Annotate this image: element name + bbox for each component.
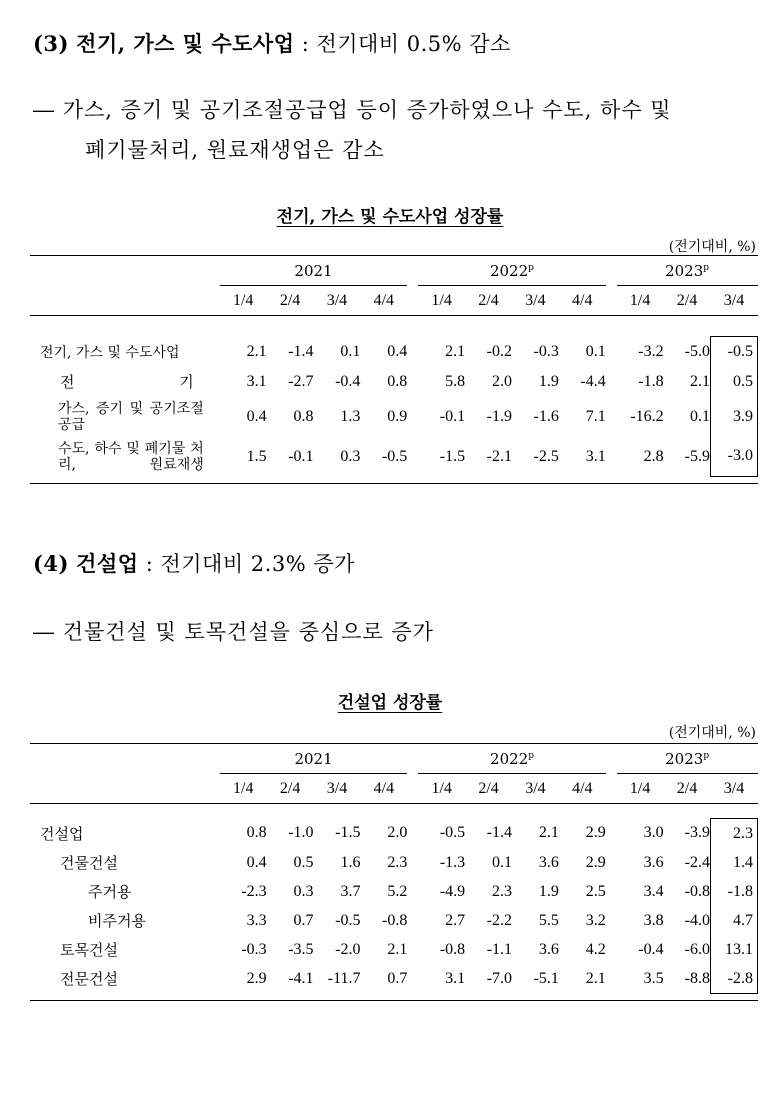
table-cell: 7.1 (585, 407, 606, 425)
table-cell: -0.1 (288, 447, 314, 465)
table-cell: -5.1 (533, 969, 559, 987)
quarter-header: 3/4 (710, 774, 757, 804)
table-row (30, 848, 758, 877)
table-cell: 2.1 (585, 969, 606, 987)
row-label: 비주거용 (88, 912, 146, 930)
section3-title: 전기, 가스 및 수도사업 (76, 31, 295, 56)
table-cell: -4.4 (580, 372, 606, 390)
table-cell: -2.2 (486, 911, 513, 929)
section3-table-title-text: 전기, 가스 및 수도사업 성장률 (276, 207, 504, 227)
quarter-header: 2/4 (267, 286, 314, 316)
table-cell: 0.7 (387, 969, 408, 987)
row-label: 수도, 하수 및 폐기물 처리, 원료재생 (58, 440, 204, 473)
table-cell: 0.5 (710, 367, 757, 397)
table-cell: 2.1 (538, 824, 559, 842)
table-cell: -1.6 (533, 407, 559, 425)
section4-number: (4) (33, 551, 69, 576)
quarter-header: 1/4 (220, 286, 267, 316)
table-cell: -16.2 (630, 407, 664, 425)
table-cell: -0.5 (439, 824, 466, 842)
table-cell: -1.0 (288, 824, 314, 842)
table-cell: 3.6 (643, 853, 664, 871)
quarter-header: 2/4 (664, 286, 711, 316)
table-cell: 2.7 (445, 911, 466, 929)
table-year-row (30, 256, 758, 286)
quarter-header: 1/4 (617, 286, 664, 316)
year-header: 2022$^p$ (418, 256, 606, 286)
row-label: 전기, 가스 및 수도사업 (40, 344, 180, 361)
table-row (30, 337, 758, 367)
table-cell: 2.1 (445, 342, 466, 360)
table-cell: -2.0 (335, 940, 361, 958)
table-cell: -5.0 (684, 342, 710, 360)
table-cell: -3.2 (638, 342, 664, 360)
table-cell: -4.9 (439, 882, 466, 900)
section4-table (30, 743, 758, 1001)
section3-unit: (전기대비, %) (668, 239, 756, 255)
table-cell: -8.8 (684, 969, 710, 987)
table-cell: 2.0 (387, 824, 408, 842)
table-cell: 0.3 (293, 882, 314, 900)
section3-colon: : (301, 32, 310, 56)
section4-bullet-line1: 건물건설 및 토목건설을 중심으로 증가 (62, 620, 434, 644)
table-cell: -1.1 (486, 940, 513, 958)
row-label: 전 기 (60, 373, 202, 391)
table-cell: -0.2 (486, 342, 512, 360)
year-header: 2021 (220, 256, 407, 286)
table-cell: -4.1 (288, 969, 314, 987)
quarter-header: 3/4 (314, 286, 361, 316)
table-cell: -1.4 (486, 824, 513, 842)
row-label: 건설업 (40, 824, 84, 843)
table-cell: 0.8 (246, 824, 267, 842)
table-cell: 3.5 (643, 969, 664, 987)
table-cell: 2.9 (585, 824, 606, 842)
quarter-header: 3/4 (314, 774, 361, 804)
table-cell: 2.1 (387, 940, 408, 958)
table-row (30, 964, 758, 994)
table-cell: -1.9 (486, 407, 512, 425)
table-cell: -1.8 (710, 877, 757, 906)
table-cell: -2.8 (710, 964, 757, 994)
table-cell: 2.9 (585, 853, 606, 871)
table-cell: -1.4 (288, 342, 314, 360)
table-cell: 1.9 (538, 882, 559, 900)
table-cell: -5.9 (684, 447, 710, 465)
table-cell: 2.1 (246, 342, 267, 360)
year-header: 2023$^p$ (617, 256, 758, 286)
table-cell: 3.4 (643, 882, 664, 900)
table-cell: -0.3 (241, 940, 267, 958)
table-cell: 0.7 (293, 911, 314, 929)
year-header: 2021 (220, 744, 408, 774)
year-header: 2023$^p$ (617, 744, 758, 774)
table-cell: -3.9 (684, 824, 710, 842)
table-row (30, 935, 758, 964)
table-cell: -0.8 (439, 940, 466, 958)
table-cell: -0.1 (439, 407, 466, 425)
table-cell: -0.3 (533, 342, 559, 360)
table-cell: 4.7 (710, 906, 757, 935)
table-cell: 0.8 (387, 372, 408, 390)
quarter-header: 3/4 (710, 286, 757, 316)
table-cell: 5.8 (445, 372, 466, 390)
section4-unit: (전기대비, %) (668, 725, 756, 741)
section3-table (30, 255, 758, 484)
table-cell: 1.4 (710, 848, 757, 877)
table-cell: -7.0 (486, 969, 513, 987)
table-cell: 2.9 (246, 969, 267, 987)
table-cell: 0.1 (492, 853, 513, 871)
table-cell: 0.1 (340, 342, 361, 360)
table-row (30, 367, 758, 397)
table-cell: 0.4 (387, 342, 408, 360)
section3-bullet (33, 94, 672, 164)
table-cell: 1.6 (340, 853, 361, 871)
table-cell: -4.0 (684, 911, 710, 929)
quarter-header: 2/4 (664, 774, 711, 804)
table-cell: -2.5 (533, 447, 559, 465)
table-cell: 3.1 (246, 372, 267, 390)
section3-bullet-line2: 폐기물처리, 원료재생업은 감소 (85, 138, 385, 162)
table-cell: 3.9 (710, 397, 757, 437)
table-cell: 3.1 (445, 969, 466, 987)
table-cell: -1.5 (335, 824, 361, 842)
table-cell: 0.3 (340, 447, 361, 465)
table-cell: -0.5 (335, 911, 361, 929)
table-cell: -0.5 (381, 447, 408, 465)
row-label: 건물건설 (60, 854, 118, 872)
table-cell: -0.4 (638, 940, 664, 958)
quarter-header: 1/4 (220, 774, 267, 804)
section4-bullet (33, 616, 434, 646)
table-cell: -3.5 (288, 940, 314, 958)
year-header: 2022$^p$ (418, 744, 605, 774)
quarter-header: 4/4 (360, 286, 407, 316)
table-cell: -3.0 (710, 437, 757, 477)
table-cell: 2.1 (689, 372, 710, 390)
quarter-header: 2/4 (465, 774, 512, 804)
section4-colon: : (145, 552, 154, 576)
table-cell: 3.7 (340, 882, 361, 900)
table-cell: -2.1 (486, 447, 512, 465)
section3-bullet-mark: ― (33, 98, 55, 122)
quarter-header: 2/4 (267, 774, 314, 804)
table-cell: -1.8 (638, 372, 664, 390)
section3-summary: 전기대비 0.5% 감소 (316, 32, 511, 56)
section3-number: (3) (33, 31, 69, 56)
row-label: 주거용 (88, 883, 132, 901)
table-cell: 0.1 (689, 407, 710, 425)
table-row (30, 877, 758, 906)
table-cell: 13.1 (710, 935, 757, 964)
row-label: 전문건설 (60, 970, 118, 989)
table-cell: 3.3 (246, 911, 267, 929)
table-cell: -1.3 (439, 853, 466, 871)
table-cell: 3.1 (585, 447, 606, 465)
table-cell: 3.2 (585, 911, 606, 929)
table-cell: 5.5 (538, 911, 559, 929)
quarter-header: 4/4 (360, 774, 407, 804)
table-year-row (30, 744, 758, 774)
section3-heading (33, 28, 511, 58)
quarter-header: 3/4 (512, 774, 559, 804)
quarter-header: 4/4 (559, 286, 606, 316)
table-cell: -1.5 (439, 447, 466, 465)
quarter-header: 2/4 (465, 286, 512, 316)
table-cell: -6.0 (684, 940, 710, 958)
table-cell: 0.1 (585, 342, 606, 360)
table-cell: 2.0 (491, 372, 512, 390)
section4-summary: 전기대비 2.3% 증가 (160, 552, 355, 576)
table-cell: 2.3 (387, 853, 408, 871)
quarter-header: 1/4 (418, 774, 465, 804)
table-cell: -0.8 (684, 882, 710, 900)
table-cell: -0.4 (335, 372, 361, 390)
table-cell: 1.3 (340, 407, 361, 425)
table-quarter-row (30, 774, 758, 804)
table-cell: -2.4 (684, 853, 710, 871)
table-cell: 1.5 (246, 447, 267, 465)
table-cell: -0.5 (710, 337, 757, 367)
table-cell: 2.3 (710, 819, 757, 849)
quarter-header: 1/4 (617, 774, 664, 804)
table-quarter-row (30, 286, 758, 316)
table-row (30, 819, 758, 849)
section4-heading (33, 548, 355, 578)
section4-title: 건설업 (76, 551, 139, 576)
table-row (30, 906, 758, 935)
table-cell: 0.5 (293, 853, 314, 871)
table-cell: 3.0 (643, 824, 664, 842)
table-cell: 2.3 (492, 882, 513, 900)
section4-table-title-text: 건설업 성장률 (337, 693, 443, 713)
quarter-header: 1/4 (418, 286, 465, 316)
section3-table-title (0, 202, 780, 227)
row-label: 토목건설 (60, 941, 118, 959)
table-cell: 0.4 (246, 853, 267, 871)
table-cell: 0.8 (293, 407, 314, 425)
table-cell: 1.9 (538, 372, 559, 390)
section4-table-title (0, 688, 780, 713)
table-cell: 5.2 (387, 882, 408, 900)
table-cell: -11.7 (327, 969, 361, 987)
section3-bullet-line1: 가스, 증기 및 공기조절공급업 등이 증가하였으나 수도, 하수 및 (62, 98, 672, 122)
table-cell: 3.6 (538, 853, 559, 871)
table-row (30, 397, 758, 437)
section4-bullet-mark: ― (33, 620, 55, 644)
table-cell: 0.9 (387, 407, 408, 425)
table-cell: 0.4 (246, 407, 267, 425)
table-cell: -2.3 (241, 882, 267, 900)
table-row (30, 437, 758, 477)
table-cell: 3.6 (538, 940, 559, 958)
quarter-header: 4/4 (559, 774, 606, 804)
table-cell: -2.7 (288, 372, 314, 390)
table-cell: 2.8 (643, 447, 664, 465)
table-cell: 2.5 (585, 882, 606, 900)
table-cell: 3.8 (643, 911, 664, 929)
quarter-header: 3/4 (512, 286, 559, 316)
row-label: 가스, 증기 및 공기조절공급 (58, 400, 204, 433)
table-cell: -0.8 (382, 911, 408, 929)
table-cell: 4.2 (585, 940, 606, 958)
